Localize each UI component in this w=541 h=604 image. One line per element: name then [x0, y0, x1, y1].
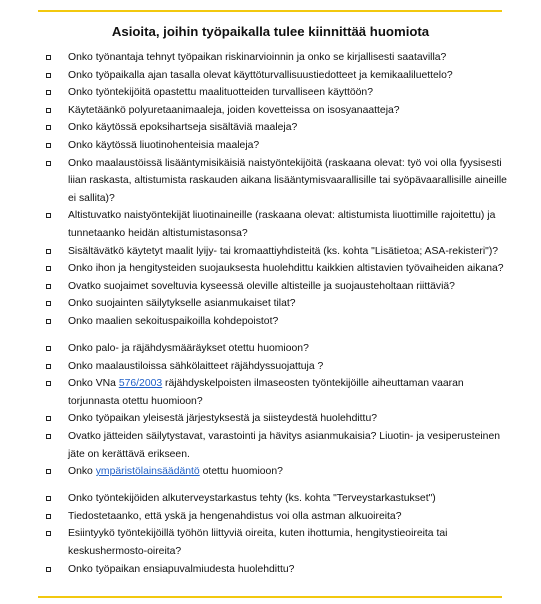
checkbox-bullet-icon: [46, 125, 51, 130]
checklist-item: [46, 137, 516, 155]
group-spacer: [46, 481, 516, 491]
checklist-item: [46, 463, 516, 481]
checkbox-bullet-icon: [46, 266, 51, 271]
checklist-item: [46, 508, 516, 526]
checklist-item-text: Altistuvatko naistyöntekijät liuotinaineille (raskaana olevat: altistumista liuottimille rajoitettu) ja tunnetaanko heidän altistumistasonsa?: [68, 210, 496, 239]
checkbox-bullet-icon: [46, 143, 51, 148]
checkbox-bullet-icon: [46, 364, 51, 369]
checklist-item: [46, 358, 516, 376]
checklist-item: [46, 102, 516, 120]
checklist-item-text: Esiintyykö työntekijöillä työhön liittyviä oireita, kuten ihottumia, hengitystieoireita tai keskushermosto-oireita?: [68, 528, 448, 558]
checklist-item-text: Sisältävätkö käytetyt maalit lyijy- tai kromaattiyhdisteitä (ks. kohta "Lisätietoa; ASA-rekisteri")?: [68, 245, 499, 257]
checkbox-bullet-icon: [46, 346, 51, 351]
checklist-item-text: Onko ihon ja hengitysteiden suojauksesta huolehdittu kaikkien altistavien työvaiheiden aikana?: [68, 263, 504, 275]
checklist-item-text: Onko työnantaja tehnyt työpaikan riskinarvioinnin ja onko se kirjallisesti saatavilla?: [68, 52, 447, 63]
checkbox-bullet-icon: [46, 567, 51, 572]
checklist-item-text: Tiedostetaanko, että yskä ja hengenahdistus voi olla astman alkuoireita?: [68, 510, 402, 522]
group-spacer: [46, 331, 516, 341]
checklist-item-text: Onko käytössä liuotinohenteisia maaleja?: [68, 139, 260, 151]
checklist-item: [46, 243, 516, 261]
checkbox-bullet-icon: [46, 531, 51, 536]
checkbox-bullet-icon: [46, 55, 51, 60]
checklist-item: [46, 313, 516, 331]
checklist-item-text: Onko käytössä epoksihartseja sisältäviä maaleja?: [68, 122, 298, 134]
checklist-item: [46, 375, 516, 410]
checkbox-bullet-icon: [46, 284, 51, 289]
checklist-item: [46, 295, 516, 313]
checklist-item-text: Ovatko suojaimet soveltuvia kyseessä oleville altisteille ja suojausteholtaan riittäviä?: [68, 280, 455, 292]
top-rule: [38, 10, 502, 12]
checklist-item-text: Onko palo- ja räjähdysmääräykset otettu huomioon?: [68, 343, 309, 354]
checkbox-bullet-icon: [46, 469, 51, 474]
checklist-item-text: Onko työntekijöiden alkuterveystarkastus tehty (ks. kohta "Terveystarkastukset"): [68, 493, 436, 505]
checkbox-bullet-icon: [46, 319, 51, 324]
checklist-item-text: Onko työntekijöitä opastettu maalituotteiden turvalliseen käyttöön?: [68, 87, 373, 99]
checklist-item-text: Onko maalaustiloissa sähkölaitteet räjähdyssuojattuja ?: [68, 360, 324, 372]
checklist-item: [46, 525, 516, 560]
bottom-rule: [38, 596, 502, 598]
checklist-item: [46, 260, 516, 278]
checklist-item-text: Onko työpaikan yleisestä järjestyksestä ja siisteydestä huolehdittu?: [68, 413, 377, 425]
checkbox-bullet-icon: [46, 434, 51, 439]
checklist-item: [46, 561, 516, 579]
checkbox-bullet-icon: [46, 416, 51, 421]
checkbox-bullet-icon: [46, 161, 51, 166]
checklist-item: [46, 119, 516, 137]
checklist-item: [46, 490, 516, 508]
checklist-item: [46, 207, 516, 242]
checklist: [46, 49, 516, 578]
checkbox-bullet-icon: [46, 496, 51, 501]
checkbox-bullet-icon: [46, 213, 51, 218]
checklist-item-text: Onko VNa 576/2003 räjähdyskelpoisten ilmaseosten työntekijöille aiheuttaman vaaran torjunnasta otettu huomioon?: [68, 378, 464, 407]
checklist-item-text: Käytetäänkö polyuretaanimaaleja, joiden kovetteissa on isosyanaatteja?: [68, 104, 400, 116]
checklist-item-text: Ovatko jätteiden säilytystavat, varastointi ja hävitys asianmukaisia? Liuotin- ja vesiperusteinen jäte on kerättävä erikseen.: [68, 430, 501, 460]
checkbox-bullet-icon: [46, 381, 51, 386]
checklist-item: [46, 155, 516, 208]
checkbox-bullet-icon: [46, 249, 51, 254]
checklist-item-text: Onko työpaikalla ajan tasalla olevat käyttöturvallisuustiedotteet ja kemikaaliluettelo?: [68, 69, 453, 81]
checklist-item-text: Onko suojainten säilytykselle asianmukaiset tilat?: [68, 298, 296, 310]
checklist-item: [46, 49, 516, 67]
checklist-item-text: Onko maalien sekoituspaikoilla kohdepoistot?: [68, 315, 279, 327]
page-title: Asioita, joihin työpaikalla tulee kiinnittää huomiota: [111, 24, 430, 39]
checklist-item-text: Onko maalaustöissä lisääntymisikäisiä naistyöntekijöitä (raskaana olevat: työ voi olla fyysisesti liian raskasta, altistumista raskauden aikana lisääntymisvaarallisille tai syöpävaarallisille aineille ei sallita)?: [68, 157, 507, 204]
checklist-item: [46, 67, 516, 85]
checkbox-bullet-icon: [46, 90, 51, 95]
checklist-item: [46, 340, 516, 358]
checklist-item-text: Onko työpaikan ensiapuvalmiudesta huolehdittu?: [68, 563, 295, 575]
checklist-item: [46, 410, 516, 428]
reference-link[interactable]: ympäristölainsäädäntö: [95, 466, 200, 478]
checkbox-bullet-icon: [46, 514, 51, 519]
checklist-item: [46, 84, 516, 102]
checkbox-bullet-icon: [46, 73, 51, 78]
checklist-item-text: Onko ympäristölainsäädäntö otettu huomioon?: [68, 466, 283, 478]
checklist-item: [46, 278, 516, 296]
checklist-item: [46, 428, 516, 463]
reference-link[interactable]: 576/2003: [118, 378, 163, 390]
checkbox-bullet-icon: [46, 301, 51, 306]
checkbox-bullet-icon: [46, 108, 51, 113]
